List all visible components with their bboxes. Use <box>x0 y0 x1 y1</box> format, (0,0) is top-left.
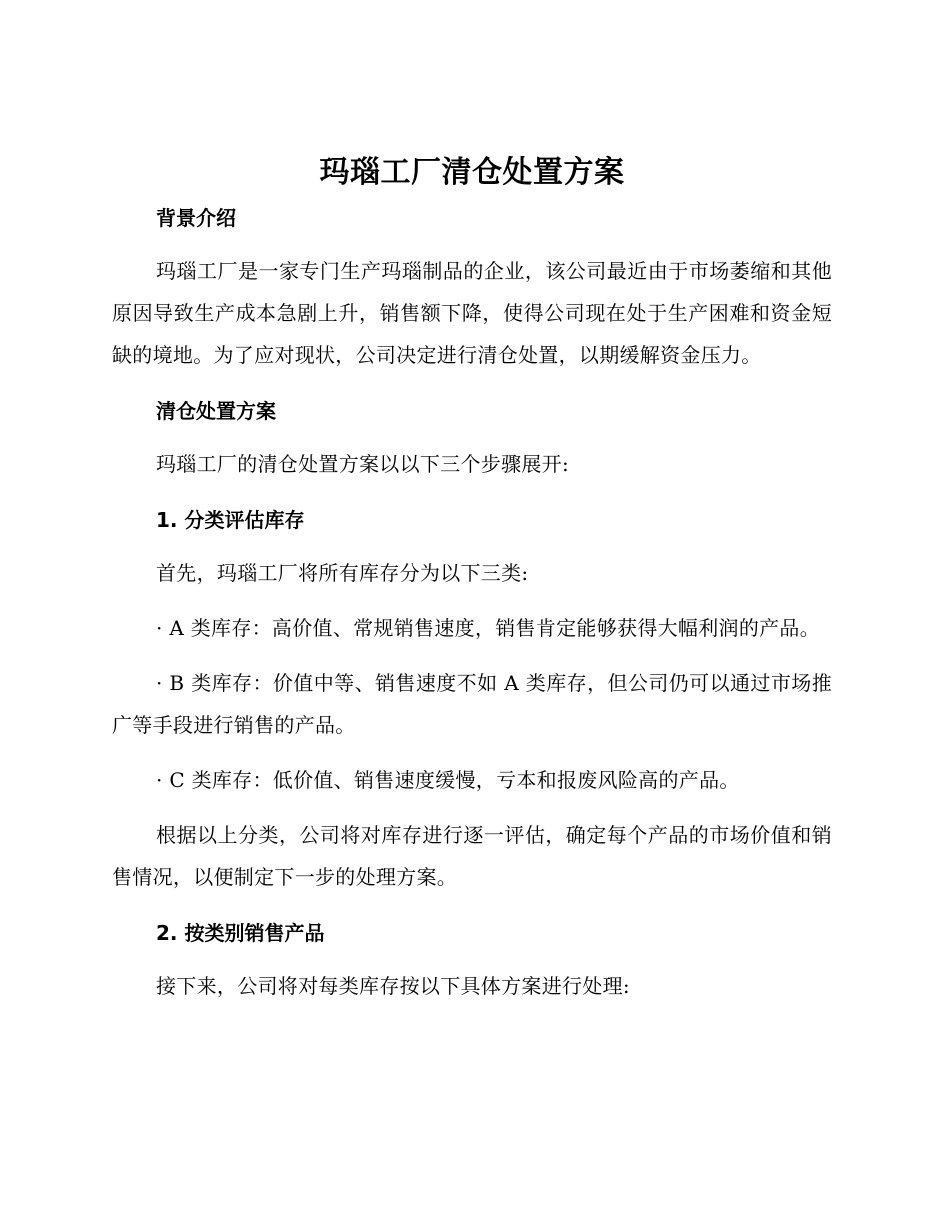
document-page <box>112 150 832 1007</box>
document-title: 玛瑙工厂清仓处置方案 <box>319 155 625 190</box>
spacer <box>112 240 832 250</box>
step1-heading: 1. 分类评估库存 <box>156 508 305 532</box>
list-item-b-class: · B 类库存：价值中等、销售速度不如 A 类库存，但公司仍可以通过市场推广等手段进行销售的产品。 <box>112 671 832 737</box>
background-paragraph: 玛瑙工厂是一家专门生产玛瑙制品的企业，该公司最近由于市场萎缩和其他原因导致生产成本急剧上升，销售额下降，使得公司现在处于生产困难和资金短缺的境地。为了应对现状，公司决定进行清仓处置，以期缓解资金压力。 <box>112 259 832 367</box>
spacer <box>112 485 832 498</box>
step1-conclusion-paragraph: 根据以上分类，公司将对库存进行逐一评估，确定每个产品的市场价值和销售情况，以便制定下一步的处理方案。 <box>112 823 832 889</box>
spacer <box>112 955 832 965</box>
step1-intro-paragraph: 首先，玛瑙工厂将所有库存分为以下三类: <box>156 561 529 585</box>
list-item-a-class: · A 类库存：高价值、常规销售速度，销售肯定能够获得大幅利润的产品。 <box>156 616 821 640</box>
spacer <box>112 594 832 607</box>
section-heading-background: 背景介绍 <box>156 206 236 230</box>
step2-heading: 2. 按类别销售产品 <box>156 921 325 945</box>
spacer <box>112 746 832 759</box>
plan-intro-paragraph: 玛瑙工厂的清仓处置方案以以下三个步骤展开: <box>156 452 570 476</box>
section-heading-plan: 清仓处置方案 <box>156 399 276 423</box>
spacer <box>112 433 832 443</box>
list-item-c-class: · C 类库存：低价值、销售速度缓慢，亏本和报废风险高的产品。 <box>156 768 740 792</box>
spacer <box>112 376 832 389</box>
spacer <box>112 898 832 911</box>
step2-intro-paragraph: 接下来，公司将对每类库存按以下具体方案进行处理: <box>156 974 630 998</box>
spacer <box>112 801 832 814</box>
spacer <box>112 649 832 662</box>
spacer <box>112 542 832 552</box>
